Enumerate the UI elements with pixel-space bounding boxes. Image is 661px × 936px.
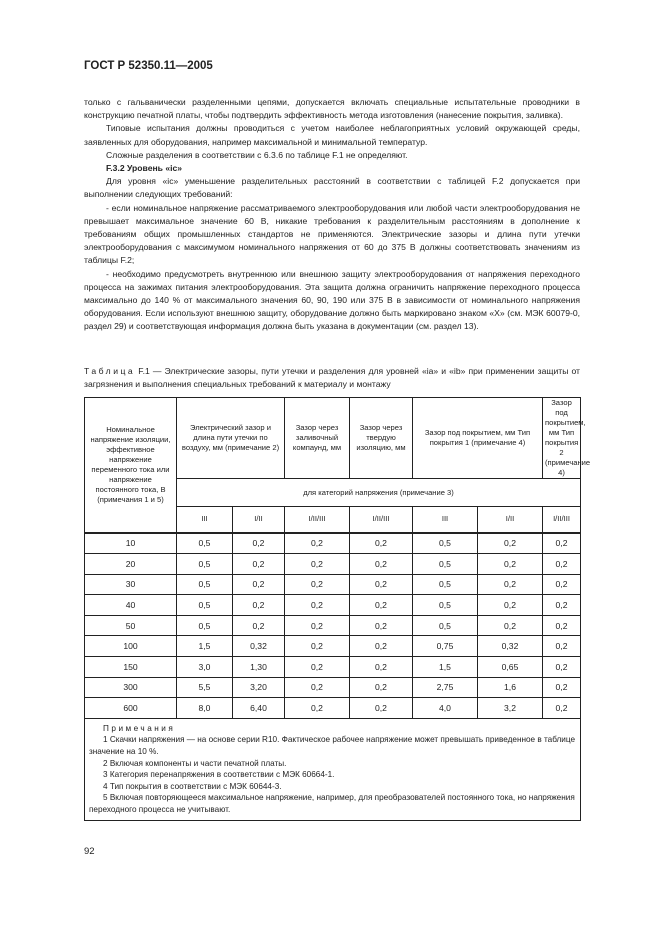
table-cell: 0,2 — [285, 554, 350, 575]
note-item: 4 Тип покрытия в соответствии с МЭК 60644-3. — [103, 781, 282, 791]
note-item: 5 Включая повторяющееся максимальное напряжение, например, для преобразователей постоянного тока, но напряжения переходного процесса не учитывают. — [89, 793, 575, 814]
table-cell: 0,5 — [177, 615, 233, 636]
table-cell: 10 — [85, 533, 177, 554]
table-notes: Примечания 1 Скачки напряжения — на основе серии R10. Фактическое рабочее напряжение может превышать приведенное в таблице значение на 10 %. 2 Включая компоненты и части печатной платы. 3 Категория перенапряжения в соответствии с МЭК 60664-1. 4 Тип покрытия в соответствии с МЭК 60644-3. 5 Включая повторяющееся максимальное напряжение, например, для преобразователей постоянного тока, но напряжения переходного процесса не учитывают. — [85, 718, 581, 820]
table-cell: 50 — [85, 615, 177, 636]
table-cell: 0,65 — [478, 657, 543, 678]
body-text — [84, 96, 580, 334]
table-cell: 100 — [85, 636, 177, 657]
table-cell: 0,2 — [285, 574, 350, 595]
table-cell: 0,2 — [285, 677, 350, 698]
table-cell: 150 — [85, 657, 177, 678]
table-cell: 0,2 — [233, 595, 285, 616]
table-cell: 0,2 — [478, 533, 543, 554]
paragraph: Сложные разделения в соответствии с 6.3.6 по таблице F.1 не определяют. — [106, 149, 408, 160]
header-group: Зазор через заливочный компаунд, мм — [285, 398, 350, 479]
table-cell: 3,0 — [177, 657, 233, 678]
table-cell: 0,2 — [233, 615, 285, 636]
table-cell: 0,5 — [413, 615, 478, 636]
category-cell: I/II/III — [285, 507, 350, 533]
list-item: - если номинальное напряжение рассматриваемого электрооборудования или любой части электрооборудования не превышает максимальное значение 60 В, никакие требования к разделительным расстояниям в дополнение к требованиям общих промышленных стандартов не применяются. Электрические зазоры и длина пути утечки электрооборудования с максимумом номинального напряжения от 60 до 375 В должны соответствовать значениям из таблицы F.2; — [84, 202, 580, 266]
table-cell: 0,2 — [478, 595, 543, 616]
table-row — [85, 636, 581, 657]
table-row — [85, 657, 581, 678]
table-cell: 0,2 — [478, 554, 543, 575]
table-cell: 0,5 — [177, 574, 233, 595]
table-cell: 0,2 — [543, 533, 581, 554]
table-cell: 0,2 — [543, 595, 581, 616]
header-group: Зазор под покрытием, мм Тип покрытия 1 (примечание 4) — [413, 398, 543, 479]
table-cell: 30 — [85, 574, 177, 595]
table-cell: 0,2 — [478, 574, 543, 595]
table-cell: 0,2 — [350, 636, 413, 657]
table-cell: 600 — [85, 698, 177, 719]
category-cell: III — [177, 507, 233, 533]
table-cell: 40 — [85, 595, 177, 616]
table-cell: 0,2 — [285, 698, 350, 719]
category-cell: I/II/III — [543, 507, 581, 533]
table-cell: 0,2 — [350, 677, 413, 698]
header-voltage: Номинальное напряжение изоляции, эффективное напряжение переменного тока или напряжение постоянного тока, В (примечания 1 и 5) — [85, 398, 177, 533]
table-cell: 0,5 — [177, 554, 233, 575]
table-cell: 20 — [85, 554, 177, 575]
table-cell: 0,2 — [543, 636, 581, 657]
page-number: 92 — [84, 846, 95, 857]
table-cell: 0,2 — [350, 533, 413, 554]
table-row — [85, 533, 581, 554]
section-heading: F.3.2 Уровень «ic» — [106, 163, 183, 174]
table-cell: 1,6 — [478, 677, 543, 698]
table-cell: 300 — [85, 677, 177, 698]
note-item: 3 Категория перенапряжения в соответствии с МЭК 60664-1. — [103, 770, 335, 780]
table-cell: 4,0 — [413, 698, 478, 719]
table-cell: 0,5 — [413, 554, 478, 575]
table-caption: Таблица F.1 — Электрические зазоры, пути утечки и разделения для уровней «ia» и «ib» при применении защиты от загрязнения и выполнения специальных требований к материалу и монтажу — [84, 366, 580, 390]
table-cell: 0,5 — [413, 574, 478, 595]
table-cell: 0,2 — [350, 657, 413, 678]
table-cell: 0,2 — [350, 574, 413, 595]
table-cell: 6,40 — [233, 698, 285, 719]
table-cell: 3,20 — [233, 677, 285, 698]
table-cell: 8,0 — [177, 698, 233, 719]
table-cell: 0,2 — [350, 698, 413, 719]
clearance-table — [84, 397, 591, 821]
table-row — [85, 698, 581, 719]
table-cell: 0,2 — [478, 615, 543, 636]
header-group: Электрический зазор и длина пути утечки по воздуху, мм (примечание 2) — [177, 398, 285, 479]
header-group: Зазор через твердую изоляцию, мм — [350, 398, 413, 479]
table-row — [85, 554, 581, 575]
table-cell: 0,32 — [478, 636, 543, 657]
table-cell: 5,5 — [177, 677, 233, 698]
list-item: - необходимо предусмотреть внутреннюю или внешнюю защиту электрооборудования от напряжения переходного процесса на зажимах питания электрооборудования. Эта защита должна ограничить напряжение переходного процесса максимально до 140 % от максимального значения 60, 90, 190 или 375 В в зависимости от номинального напряжения оборудования. Если используют внешнюю защиту, оборудование должно быть маркировано знаком «X» (см. МЭК 60079-0, раздел 29) и соответствующая информация должна быть указана в документации (см. раздел 13). — [84, 268, 580, 332]
header-group: Зазор под покрытием, мм Тип покрытия 2 (примечание 4) — [543, 398, 581, 479]
table-cell: 0,5 — [413, 595, 478, 616]
table-cell: 0,2 — [233, 574, 285, 595]
table-row — [85, 615, 581, 636]
paragraph: Типовые испытания должны проводиться с учетом наиболее неблагоприятных условий окружающей среды, заявленных для оборудования, например максимальной и минимальной температур. — [84, 123, 580, 147]
table-cell: 1,30 — [233, 657, 285, 678]
table-cell: 0,2 — [543, 657, 581, 678]
table-cell: 0,2 — [285, 636, 350, 657]
category-cell: I/II — [478, 507, 543, 533]
table-cell: 0,5 — [177, 595, 233, 616]
category-cell: III — [413, 507, 478, 533]
table-cell: 0,2 — [350, 615, 413, 636]
table-cell: 0,2 — [543, 574, 581, 595]
document-header: ГОСТ Р 52350.11—2005 — [84, 60, 213, 72]
table-cell: 0,2 — [233, 533, 285, 554]
table-row — [85, 677, 581, 698]
paragraph: только с гальванически разделенными цепями, допускается включать специальные испытательные проводники в конструкцию печатной платы, чтобы подтвердить эффективность метода изготовления (нанесение покрытия, заливка). — [84, 97, 580, 121]
table-cell: 0,2 — [543, 615, 581, 636]
table-cell: 3,2 — [478, 698, 543, 719]
table-cell: 1,5 — [177, 636, 233, 657]
table-cell: 0,32 — [233, 636, 285, 657]
table-cell: 0,2 — [543, 698, 581, 719]
header-category-row: для категорий напряжения (примечание 3) — [177, 479, 581, 507]
paragraph: Для уровня «ic» уменьшение разделительных расстояний в соответствии с таблицей F.2 допускается при выполнении следующих требований: — [84, 176, 580, 200]
table-cell: 2,75 — [413, 677, 478, 698]
table-cell: 0,2 — [233, 554, 285, 575]
table-cell: 0,2 — [350, 554, 413, 575]
category-cell: I/II/III — [350, 507, 413, 533]
table-cell: 0,5 — [177, 533, 233, 554]
table-cell: 0,2 — [350, 595, 413, 616]
table-cell: 0,2 — [285, 615, 350, 636]
table-cell: 0,2 — [285, 657, 350, 678]
table-row — [85, 574, 581, 595]
table-cell: 0,2 — [543, 554, 581, 575]
table-cell: 0,5 — [413, 533, 478, 554]
table-cell: 0,2 — [285, 533, 350, 554]
table-row — [85, 595, 581, 616]
table-cell: 0,75 — [413, 636, 478, 657]
note-item: 1 Скачки напряжения — на основе серии R10. Фактическое рабочее напряжение может превышать приведенное в таблице значение на 10 %. — [89, 735, 576, 757]
table-cell: 0,2 — [543, 677, 581, 698]
table-cell: 1,5 — [413, 657, 478, 678]
category-cell: I/II — [233, 507, 285, 533]
note-item: 2 Включая компоненты и части печатной платы. — [103, 758, 287, 768]
table-cell: 0,2 — [285, 595, 350, 616]
